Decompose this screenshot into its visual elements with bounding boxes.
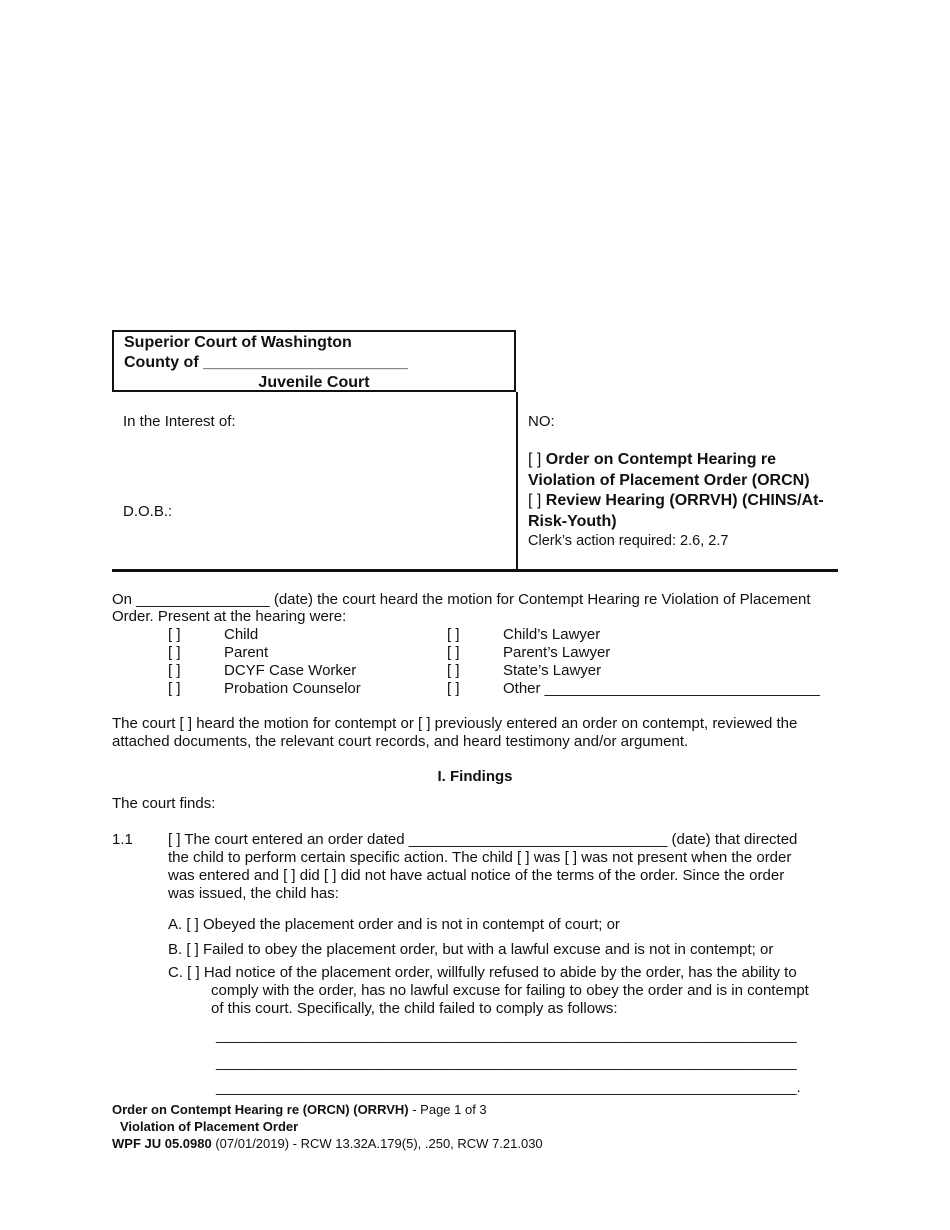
present-item: [ ] DCYF Case Worker: [168, 662, 357, 679]
footer-form-ref: (07/01/2019) - RCW 13.32A.179(5), .250, RCW 7.21.030: [211, 1136, 543, 1151]
present-item: [ ] State’s Lawyer: [447, 662, 602, 679]
intro-line-1: On ________________ (date) the court heard the motion for Contempt Hearing re Violation of Placement: [112, 591, 811, 608]
footer-form-line: [112, 1135, 543, 1152]
present-checkbox[interactable]: [ ]: [168, 626, 181, 643]
county-field: County of _______________________: [124, 354, 408, 371]
caption-divider-vertical: [516, 392, 518, 570]
footer-page: - Page 1 of 3: [408, 1102, 487, 1117]
checkbox-orrvh[interactable]: [ ]: [528, 492, 542, 509]
blank-line-1[interactable]: ________________________________________________________________________: [216, 1028, 797, 1044]
case-number-label: NO:: [528, 413, 555, 430]
motion-line-2: attached documents, the relevant court records, and heard testimony and/or argument.: [112, 733, 689, 750]
present-item: [ ] Child’s Lawyer: [447, 626, 601, 643]
footer-title: Order on Contempt Hearing re (ORCN) (ORRVH): [112, 1102, 409, 1117]
finding-option-a: A. [ ] Obeyed the placement order and is not in contempt of court; or: [168, 916, 620, 933]
checkbox-orcn[interactable]: [ ]: [528, 451, 542, 468]
findings-heading: I. Findings: [437, 768, 513, 785]
court-name: Superior Court of Washington: [124, 334, 352, 351]
dob-label: D.O.B.:: [123, 503, 173, 520]
footer-title-line: [112, 1101, 487, 1118]
intro-line-2: Order. Present at the hearing were:: [112, 608, 347, 625]
present-checkbox[interactable]: [ ]: [447, 644, 460, 661]
present-item: [ ] Parent: [168, 644, 269, 661]
present-checkbox[interactable]: [ ]: [168, 644, 181, 661]
title-orrvh-text: Review Hearing (ORRVH) (CHINS/At-Risk-Youth): [528, 492, 824, 530]
present-item: [ ] Probation Counselor: [168, 680, 361, 697]
section-1-1-text: [ ] The court entered an order dated _______________________________ (date) that directed the child to perform certain specific action. The child [ ] was [ ] was not present when the order was entered and [ ] did [ ] did not have actual notice of the terms of the order. Since the order was issued, the child has:: [168, 831, 798, 902]
blank-line-2[interactable]: ________________________________________________________________________: [216, 1055, 797, 1071]
present-item: [ ] Parent’s Lawyer: [447, 644, 611, 661]
present-item: [ ] Other _________________________________: [447, 680, 820, 697]
present-right-list: [447, 626, 820, 698]
blank-line-3[interactable]: ________________________________________________________________________.: [216, 1080, 801, 1096]
interest-label: In the Interest of:: [123, 413, 236, 430]
finding-option-b: B. [ ] Failed to obey the placement order, but with a lawful excuse and is not in contempt; or: [168, 941, 774, 958]
present-item: [ ] Child: [168, 626, 259, 643]
present-checkbox[interactable]: [ ]: [447, 626, 460, 643]
motion-line-1: The court [ ] heard the motion for contempt or [ ] previously entered an order on contempt, reviewed the: [112, 715, 798, 732]
section-1-1-number: 1.1: [112, 831, 133, 848]
court-division: Juvenile Court: [258, 374, 370, 391]
present-checkbox[interactable]: [ ]: [168, 680, 181, 697]
caption-divider-horizontal: [112, 569, 838, 572]
footer-form-number: WPF JU 05.0980: [112, 1136, 212, 1151]
present-left-list: [168, 626, 361, 698]
present-checkbox[interactable]: [ ]: [168, 662, 181, 679]
findings-intro: The court finds:: [112, 795, 216, 812]
clerk-action: Clerk’s action required: 2.6, 2.7: [528, 533, 729, 549]
present-checkbox[interactable]: [ ]: [447, 680, 460, 697]
caption-court-box: [112, 330, 516, 392]
title-option-orcn: [528, 450, 828, 491]
title-orcn-text: Order on Contempt Hearing re Violation of Placement Order (ORCN): [528, 451, 810, 489]
present-checkbox[interactable]: [ ]: [447, 662, 460, 679]
finding-option-c: C. [ ] Had notice of the placement order, willfully refused to abide by the order, has the ability to comply with the order, has no lawful excuse for failing to obey the order and is in contempt of this court. Specifically, the child failed to comply as follows:: [168, 964, 809, 1017]
title-option-orrvh: [528, 491, 828, 532]
footer-subtitle: Violation of Placement Order: [120, 1119, 299, 1134]
document-title: [528, 450, 828, 550]
